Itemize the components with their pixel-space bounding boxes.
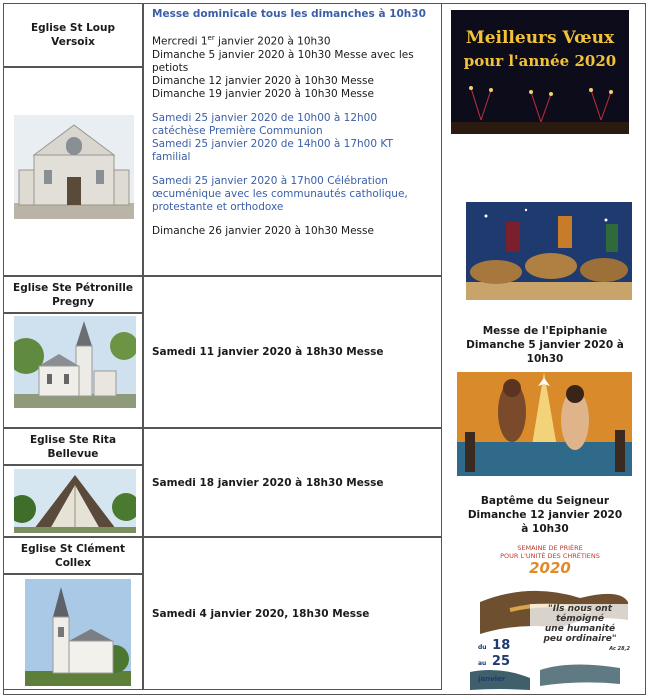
church-title: Eglise Ste Rita — [29, 433, 117, 446]
church-pregny-photo-cell — [3, 313, 143, 428]
poster-top-line-1: SEMAINE DE PRIÈRE — [517, 544, 583, 552]
schedule-line: Samedi 4 janvier 2020, 18h30 Messe — [152, 607, 370, 620]
schedule-line: Dimanche 5 janvier 2020 à 10h30 Messe avec les petiots — [152, 48, 414, 74]
epiphany-date: Dimanche 5 janvier 2020 à 10h30 — [466, 339, 624, 365]
schedule-line: Dimanche 12 janvier 2020 à 10h30 Messe — [152, 74, 374, 87]
poster-year: 2020 — [529, 559, 571, 577]
unity-week-poster — [470, 542, 630, 692]
schedule-line: Mercredi 1er janvier 2020 à 10h30 — [152, 34, 331, 48]
church-title: Eglise St Clément — [20, 542, 126, 555]
church-bellevue-name — [3, 428, 143, 465]
schedule-line: Samedi 11 janvier 2020 à 18h30 Messe — [152, 346, 384, 358]
bellevue-schedule — [143, 428, 442, 537]
versoix-schedule — [143, 3, 442, 276]
pregny-schedule — [143, 276, 442, 428]
epiphany-title: Messe de l'Epiphanie — [482, 325, 608, 337]
baptism-title: Baptême du Seigneur — [480, 495, 610, 507]
church-place: Versoix — [51, 36, 95, 48]
church-versoix-photo-cell — [3, 67, 143, 276]
schedule-line: Samedi 25 janvier 2020 à 17h00 Célébration œcuménique avec les communautés catholique, protestante et orthodoxe — [152, 174, 408, 213]
church-pregny-photo — [14, 316, 136, 408]
new-year-greeting-image — [451, 10, 629, 134]
baptism-caption — [450, 494, 640, 536]
church-pregny-name — [3, 276, 143, 313]
schedule-line: Samedi 25 janvier 2020 de 14h00 à 17h00 KT familial — [152, 137, 393, 163]
church-collex-name — [3, 537, 143, 574]
baptism-image — [457, 372, 632, 476]
church-place: Bellevue — [47, 447, 99, 460]
greeting-line-2: pour l'année 2020 — [463, 52, 617, 70]
greeting-line-1: Meilleurs Vœux — [465, 28, 615, 48]
church-versoix-photo — [14, 115, 134, 219]
baptism-date: Dimanche 12 janvier 2020 — [467, 509, 623, 521]
schedule-line: Samedi 18 janvier 2020 à 18h30 Messe — [152, 476, 384, 489]
schedule-line: Dimanche 26 janvier 2020 à 10h30 Messe — [152, 224, 374, 237]
church-collex-photo-cell — [3, 574, 143, 690]
baptism-time: à 10h30 — [521, 523, 569, 535]
church-bellevue-photo-cell — [3, 465, 143, 537]
poster-top-line-2: POUR L'UNITÉ DES CHRÉTIENS — [500, 552, 600, 560]
church-collex-photo — [25, 579, 131, 686]
schedule-headline: Messe dominicale tous les dimanches à 10h30 — [152, 8, 426, 20]
church-place: Collex — [54, 556, 91, 569]
magi-image — [466, 202, 632, 300]
church-place: Pregny — [52, 295, 94, 308]
epiphany-caption — [450, 324, 640, 366]
church-title: Eglise St Loup — [30, 22, 116, 34]
poster-quote: "Ils nous ont témoigné une humanité peu ordinaire" Ac 28,2 — [530, 604, 630, 654]
collex-schedule — [143, 537, 442, 690]
church-versoix-name — [3, 3, 143, 67]
church-title: Eglise Ste Pétronille — [13, 281, 133, 294]
schedule-line: Dimanche 19 janvier 2020 à 10h30 Messe — [152, 87, 374, 100]
schedule-line: Samedi 25 janvier 2020 de 10h00 à 12h00 catéchèse Première Communion — [152, 111, 378, 137]
church-bellevue-photo — [14, 469, 136, 533]
poster-dates: du 18 au 25 janvier — [478, 638, 511, 683]
